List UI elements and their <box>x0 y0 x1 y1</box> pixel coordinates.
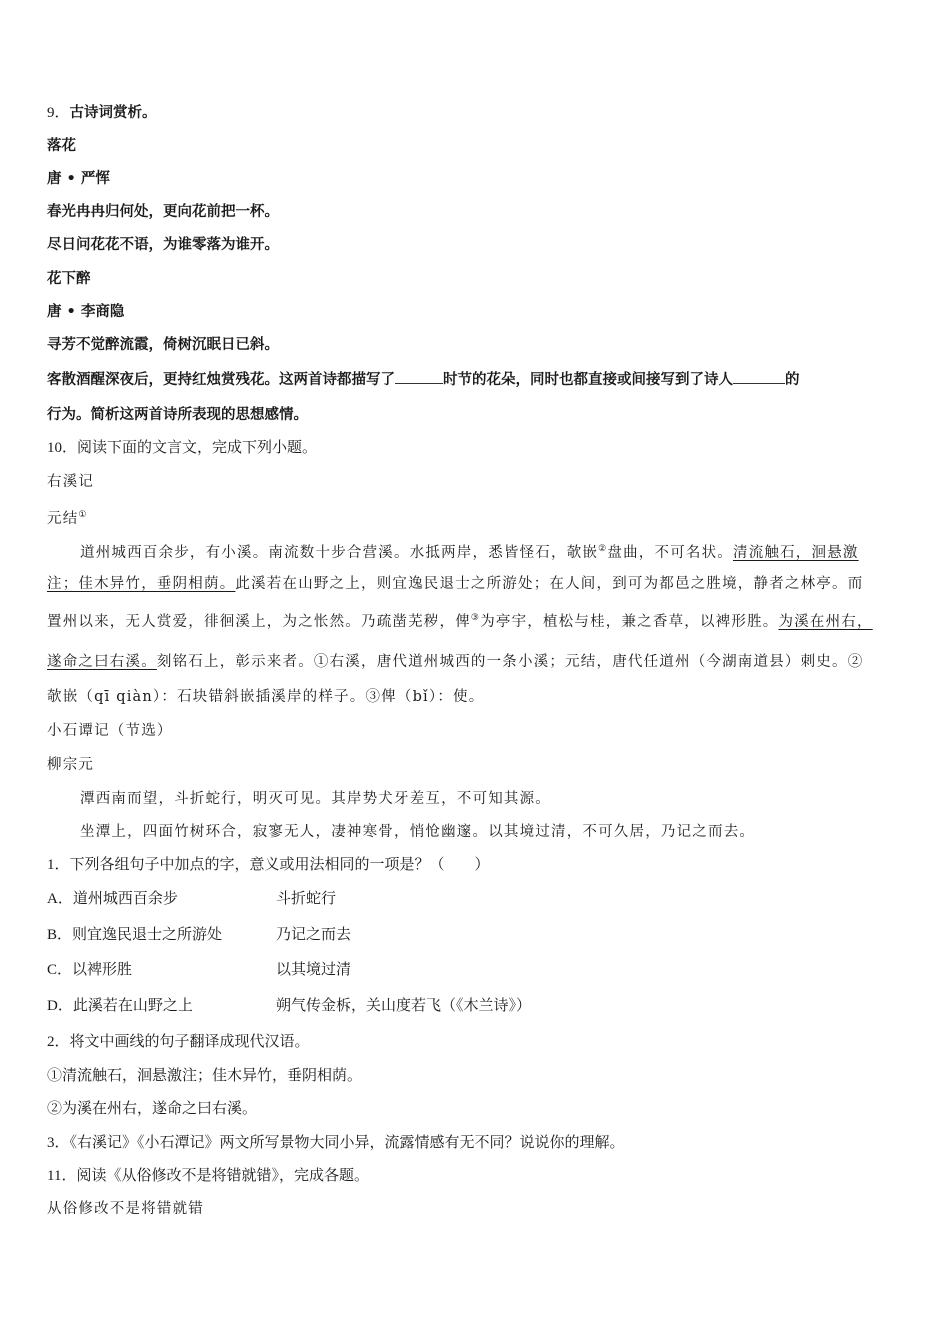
q11-title: 从俗修改不是将错就错 <box>47 1201 204 1217</box>
q11-heading: 11．阅读《从俗修改不是将错就错》，完成各题。 <box>47 1168 369 1184</box>
poem1-title: 落花 <box>47 138 76 154</box>
answer-blank-season[interactable] <box>395 369 443 384</box>
text1-para-line1: 道州城西百余步，有小溪。南流数十步合营溪。水抵两岸，悉皆怪石，欹嵌②盘曲，不可名状。清流触石，洄悬激 <box>80 544 859 561</box>
text2-para1: 潭西南而望，斗折蛇行，明灭可见。其岸势犬牙差互，不可知其源。 <box>80 791 551 807</box>
option-c[interactable]: C．以裨形胜 以其境过清 <box>47 962 352 978</box>
sub2-item2: ②为溪在州右，遂命之曰右溪。 <box>47 1101 258 1117</box>
q9-question-tail: 行为。简析这两首诗所表现的思想感情。 <box>47 407 308 423</box>
poem2-author: 唐 • 李商隐 <box>47 304 125 320</box>
sub2-question: 2．将文中画线的句子翻译成现代汉语。 <box>47 1034 310 1050</box>
sub3-question: 3．《右溪记》《小石潭记》两文所写景物大同小异，流露情感有无不同？说说你的理解。 <box>47 1135 625 1151</box>
poem2-line1: 寻芳不觉醉流霞，倚树沉眠日已斜。 <box>47 337 279 353</box>
option-b[interactable]: B．则宜逸民退士之所游处 乃记之而去 <box>47 927 352 943</box>
text1-footnotes: 欹嵌（qī qiàn）：石块错斜嵌插溪岸的样子。③俾（bǐ）：使。 <box>47 689 485 705</box>
poem2-line2: 客散酒醒深夜后，更持红烛赏残花。这两首诗都描写了 时节的花朵，同时也都直接或间接写到了诗人 的 <box>47 369 800 390</box>
text1-para-line2: 注；佳木异竹，垂阴相荫。此溪若在山野之上，则宜逸民退士之所游处；在人间，到可为都邑之胜境，静者之林亭。而 <box>47 576 864 592</box>
sub2-item1: ①清流触石，洄悬激注；佳木异竹，垂阴相荫。 <box>47 1068 363 1084</box>
text1-title: 右溪记 <box>47 474 95 490</box>
underlined-sentence-2-cont: 遂命之曰右溪。 <box>47 654 157 670</box>
text2-author: 柳宗元 <box>47 757 95 773</box>
underlined-sentence-1: 清流触石，洄悬激 <box>733 544 859 561</box>
poem1-line1: 春光冉冉归何处，更向花前把一杯。 <box>47 204 279 220</box>
text1-para-line4: 遂命之曰右溪。刻铭石上，彰示来者。①右溪，唐代道州城西的一条小溪；元结，唐代任道州（今湖南道县）刺史。② <box>47 654 864 670</box>
underlined-sentence-2: 为溪在州右， <box>778 613 873 630</box>
text2-title: 小石谭记（节选） <box>47 723 173 739</box>
option-d[interactable]: D．此溪若在山野之上 朔气传金柝，关山度若飞（《木兰诗》） <box>47 998 532 1014</box>
text1-author: 元结① <box>47 510 88 527</box>
poem1-line2: 尽日问花花不语，为谁零落为谁开。 <box>47 237 279 253</box>
text2-para2: 坐潭上，四面竹树环合，寂寥无人，凄神寒骨，悄怆幽邃。以其境过清，不可久居，乃记之而去。 <box>80 824 756 840</box>
text1-para-line3: 置州以来，无人赏爱，徘徊溪上，为之怅然。乃疏凿芜秽，俾③为亭宇，植松与桂，兼之香草，以裨形胜。为溪在州右， <box>47 613 873 630</box>
sub1-question: 1．下列各组句子中加点的字，意义或用法相同的一项是？（ ） <box>47 857 490 873</box>
answer-blank-behavior[interactable] <box>733 369 785 384</box>
poem2-title: 花下醉 <box>47 271 91 287</box>
underlined-sentence-1-cont: 注；佳木异竹，垂阴相荫。 <box>47 576 236 592</box>
poem1-author: 唐 • 严恽 <box>47 171 110 187</box>
option-a[interactable]: A．道州城西百余步 斗折蛇行 <box>47 891 337 907</box>
q9-heading: 9．古诗词赏析。 <box>47 105 157 121</box>
q10-heading: 10．阅读下面的文言文，完成下列小题。 <box>47 440 318 456</box>
